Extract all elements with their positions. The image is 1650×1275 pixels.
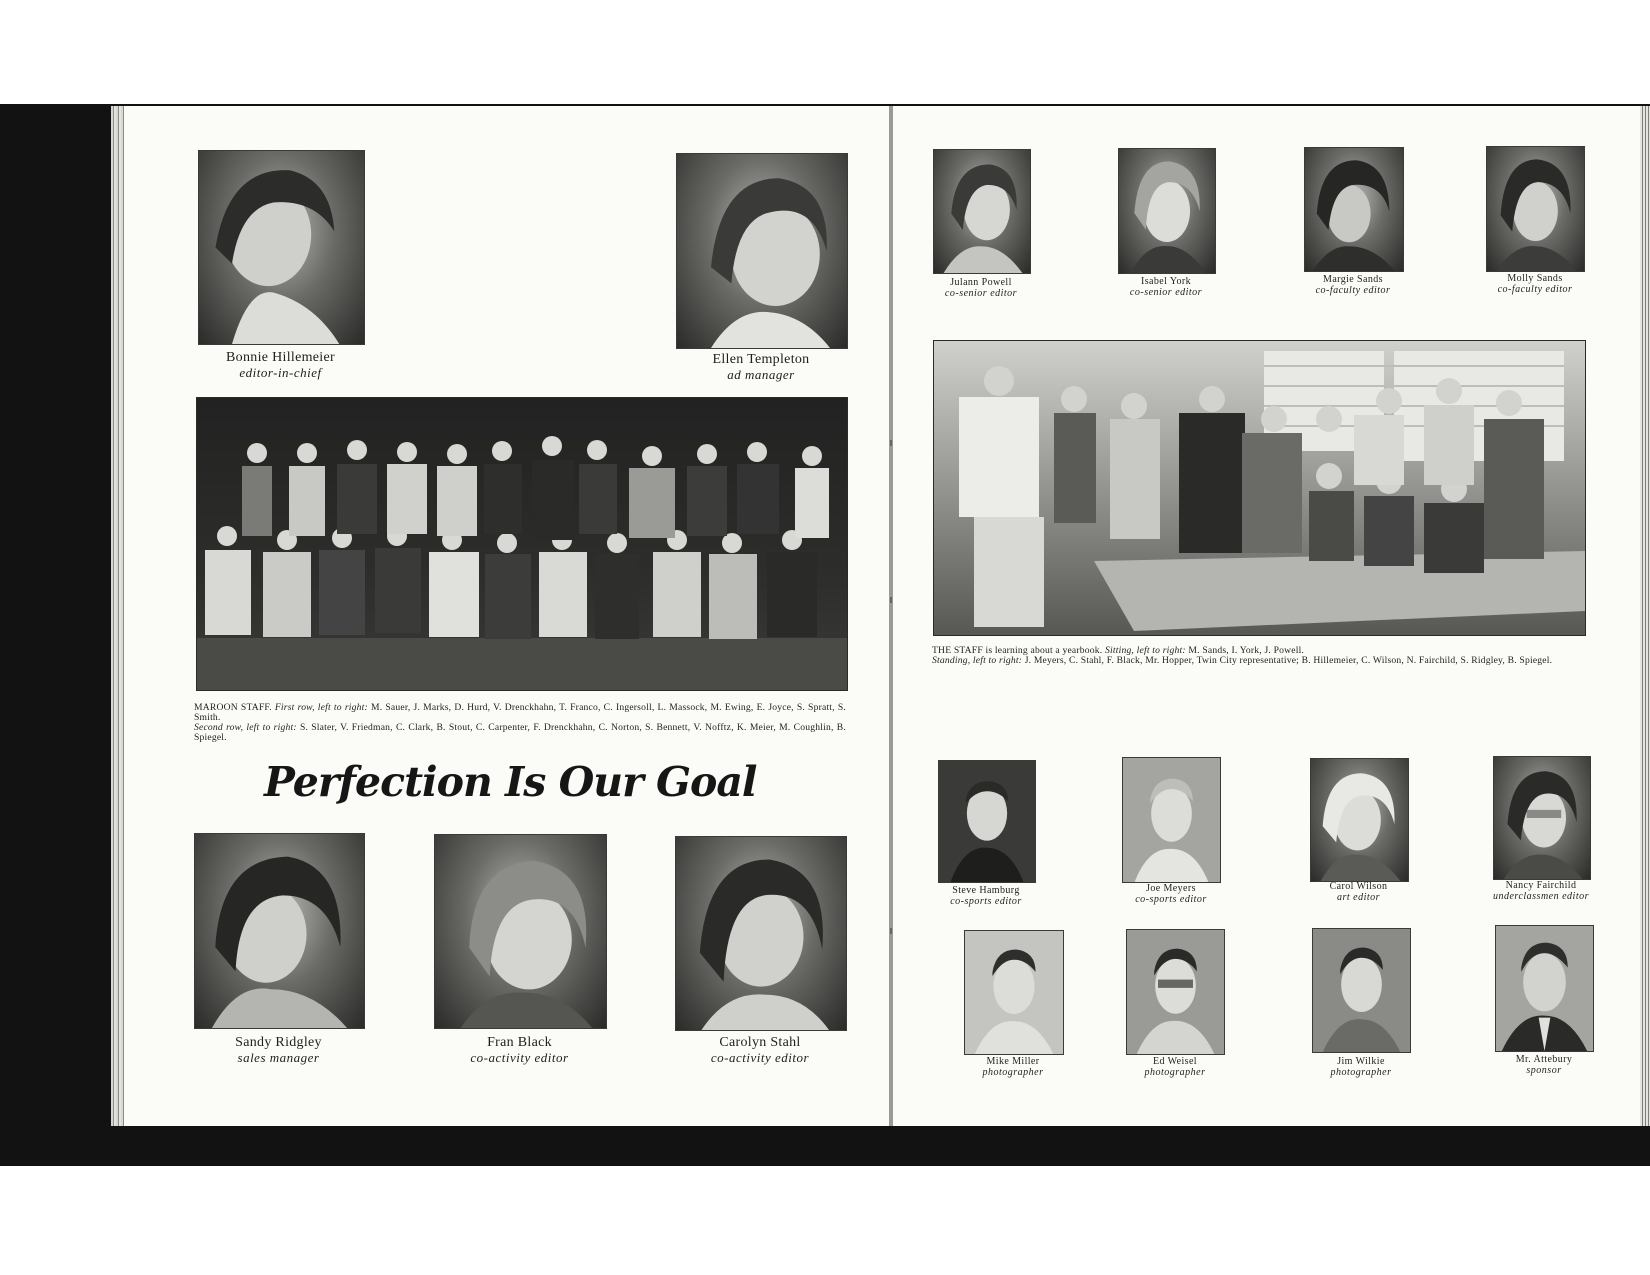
portrait-caption [424, 1036, 615, 1064]
caption-row1-label: First row, left to right: [274, 702, 368, 713]
portrait-photo [1122, 757, 1221, 883]
person-role: sales manager [237, 1049, 320, 1065]
portrait-caption [1298, 882, 1419, 903]
book-gutter [889, 106, 893, 1126]
caption-row2-names: S. Slater, V. Friedman, C. Clark, B. Stout, C. Carpenter, F. Drenckhahn, C. Norton, S. Bennett, V. Nofftz, K. Meier, M. Coughlin, B. Spiegel. [194, 722, 846, 743]
person-name: Bonnie Hillemeier [226, 350, 335, 365]
portrait-photo [1486, 146, 1585, 272]
person-name: Jim Wilkie [1337, 1056, 1385, 1067]
caption-row2-label: Second row, left to right: [194, 722, 297, 733]
person-role: photographer [1144, 1066, 1206, 1078]
portrait-caption [670, 353, 852, 381]
binding-mark [890, 597, 892, 603]
caption-standing-label: Standing, left to right: [932, 655, 1023, 666]
portrait-photo [676, 153, 848, 349]
group-photo-figures [934, 341, 1585, 635]
person-role: co-faculty editor [1497, 283, 1573, 295]
person-name: Joe Meyers [1146, 883, 1196, 894]
portrait-caption [1483, 1055, 1605, 1076]
person-role: co-senior editor [1129, 286, 1203, 298]
person-name: Sandy Ridgley [235, 1035, 322, 1050]
person-role: co-senior editor [944, 287, 1018, 299]
person-name: Fran Black [487, 1035, 552, 1050]
caption-sitting-names: M. Sands, I. York, J. Powell. [1188, 645, 1305, 656]
portrait-photo [1126, 929, 1225, 1055]
person-name: Molly Sands [1507, 273, 1563, 284]
person-role: underclassmen editor [1492, 890, 1589, 902]
portrait-photo [933, 149, 1031, 274]
person-name: Isabel York [1141, 276, 1191, 287]
staff-caption [932, 646, 1592, 666]
person-role: photographer [982, 1066, 1044, 1078]
portrait-caption [665, 1036, 855, 1064]
person-name: Mr. Attebury [1515, 1054, 1573, 1065]
person-name: Carol Wilson [1329, 881, 1388, 892]
binding-mark [890, 440, 892, 446]
portrait-photo [1304, 147, 1404, 272]
portrait-caption [1106, 277, 1226, 298]
portrait-photo [1118, 148, 1216, 274]
caption-sitting-label: Sitting, left to right: [1104, 645, 1186, 656]
person-name: Nancy Fairchild [1505, 880, 1577, 891]
person-role: editor-in-chief [239, 364, 322, 380]
page-edge-right [1640, 106, 1650, 1126]
portrait-caption [1293, 275, 1413, 296]
maroon-staff-group-photo [196, 397, 848, 691]
portrait-caption [1474, 274, 1596, 295]
portrait-caption [926, 886, 1046, 907]
person-role: ad manager [727, 366, 795, 382]
portrait-photo [1312, 928, 1411, 1053]
portrait-caption [1475, 881, 1607, 902]
portrait-caption [1114, 1057, 1236, 1078]
portrait-caption [186, 1036, 371, 1064]
person-name: Mike Miller [986, 1056, 1040, 1067]
person-name: Margie Sands [1323, 274, 1383, 285]
caption-row1-names: M. Sauer, J. Marks, D. Hurd, V. Drenckhahn, T. Franco, C. Ingersoll, L. Massock, M. Ewing, E. Joyce, S. Spratt, S. Smith. [194, 702, 846, 723]
portrait-caption [188, 351, 373, 379]
person-name: Ed Weisel [1153, 1056, 1197, 1067]
portrait-photo [964, 930, 1064, 1055]
portrait-photo [434, 834, 607, 1029]
caption-lead: THE STAFF is learning about a yearbook. [932, 645, 1103, 656]
person-name: Carolyn Stahl [719, 1035, 801, 1050]
person-role: co-sports editor [1135, 893, 1207, 905]
person-role: art editor [1336, 891, 1381, 903]
person-role: co-activity editor [470, 1049, 569, 1065]
portrait-photo [1493, 756, 1591, 880]
person-role: co-faculty editor [1315, 284, 1391, 296]
portrait-photo [1495, 925, 1594, 1052]
portrait-photo [194, 833, 365, 1029]
portrait-photo [1310, 758, 1409, 882]
portrait-photo [198, 150, 365, 345]
portrait-photo [938, 760, 1036, 883]
person-name: Julann Powell [950, 277, 1012, 288]
page-edge-left [111, 106, 124, 1126]
caption-standing-names: J. Meyers, C. Stahl, F. Black, Mr. Hopper, Twin City representative; B. Hillemeier, C. Wilson, N. Fairchild, S. Ridgley, B. Spiegel. [1024, 655, 1553, 666]
person-role: photographer [1330, 1066, 1392, 1078]
group-photo-figures [197, 398, 847, 690]
portrait-caption [952, 1057, 1074, 1078]
portrait-caption [921, 278, 1041, 299]
caption-lead: MAROON STAFF. [194, 702, 272, 713]
binding-mark [890, 928, 892, 934]
page-headline: Perfection Is Our Goal [264, 758, 757, 806]
person-role: co-activity editor [710, 1049, 810, 1065]
person-role: co-sports editor [950, 895, 1022, 907]
maroon-staff-caption [194, 703, 846, 743]
staff-group-photo [933, 340, 1586, 636]
person-name: Steve Hamburg [952, 885, 1020, 896]
person-name: Ellen Templeton [712, 352, 810, 367]
portrait-caption [1300, 1057, 1422, 1078]
portrait-caption [1110, 884, 1232, 905]
portrait-photo [675, 836, 847, 1031]
person-role: sponsor [1526, 1064, 1562, 1076]
